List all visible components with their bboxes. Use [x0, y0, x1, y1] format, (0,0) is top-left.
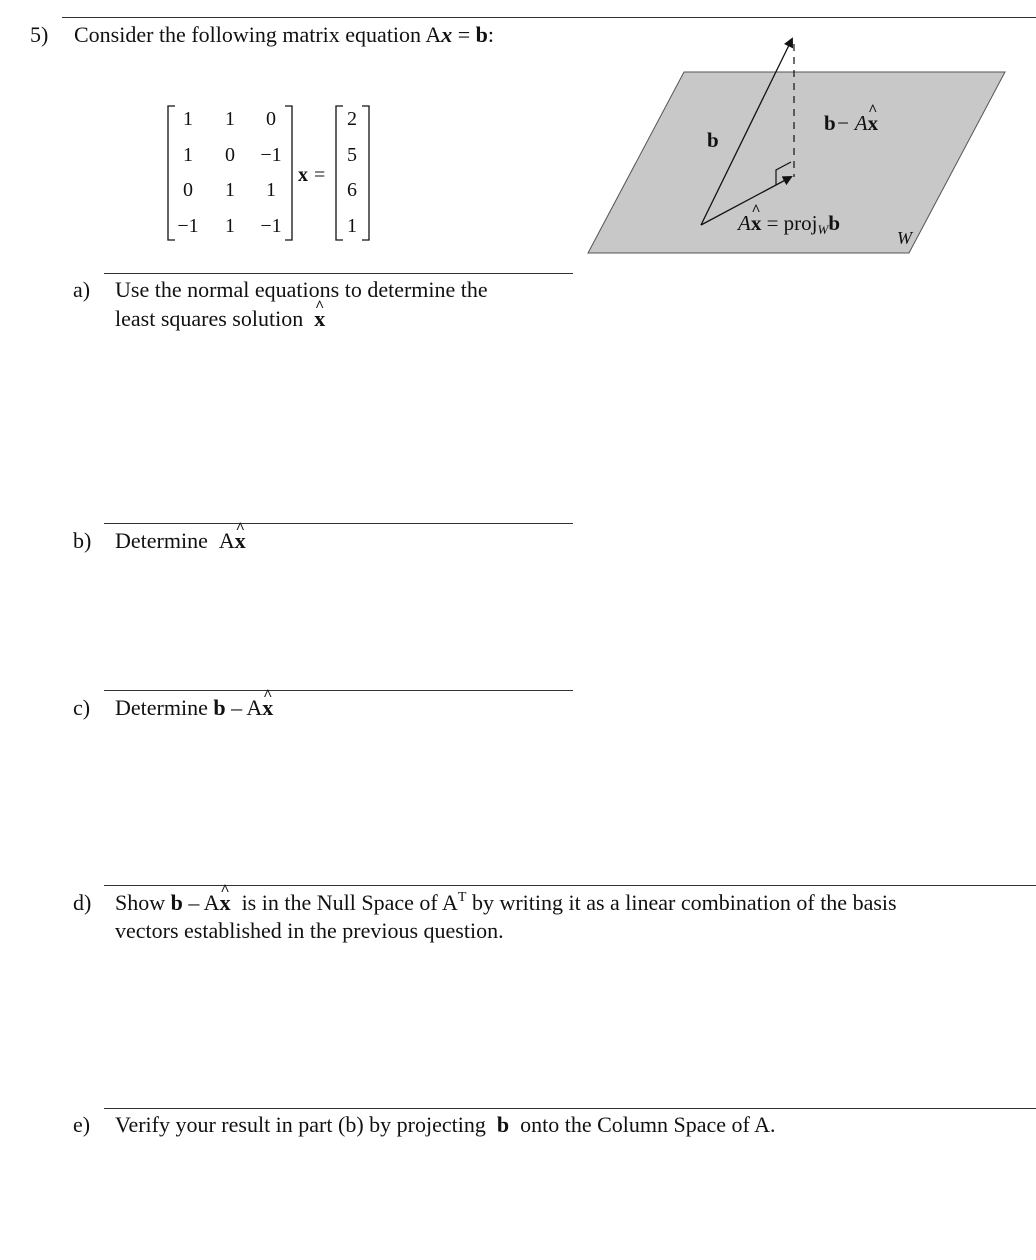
part-c-rule [104, 690, 573, 691]
part-e-rule [104, 1108, 1036, 1109]
matrix-A-cell: 0 [183, 179, 193, 201]
part-d-letter: d) [73, 890, 92, 915]
matrix-A-cell: 1 [266, 179, 276, 201]
matrix-A-cell: 1 [183, 144, 193, 166]
matrix-A-cell: −1 [177, 215, 199, 237]
part-c-minus: – A [225, 695, 263, 720]
part-d-sup: T [457, 890, 467, 905]
equation-x: x [441, 22, 453, 47]
part-e-text2: onto the Column Space of A. [520, 1112, 776, 1137]
projection-diagram [580, 30, 1020, 260]
diagram-label-W: W [897, 228, 912, 248]
part-e-letter: e) [73, 1112, 91, 1137]
vector-b-cell: 6 [347, 179, 357, 201]
part-e-text1: Verify your result in part (b) by projecting [115, 1112, 486, 1137]
vector-x: x [298, 164, 308, 186]
part-d-mid: is in the Null Space of A [236, 890, 458, 915]
part-c-determine: Determine [115, 695, 208, 720]
part-a-xhat: x ^ [314, 305, 325, 333]
part-a-line2-text: least squares solution [115, 306, 304, 331]
part-d-b: b [170, 890, 183, 915]
residual-minus-A: − A [835, 111, 868, 135]
part-b-letter: b) [73, 528, 92, 553]
part-d-line2: vectors established in the previous question. [115, 918, 504, 943]
part-d-rest: by writing it as a linear combination of the basis [466, 890, 897, 915]
vector-b-cell: 2 [347, 108, 357, 130]
part-b-A: A [218, 528, 235, 553]
proj-xhat: x ^ [751, 209, 762, 237]
matrix-A-cell: −1 [260, 215, 282, 237]
intro-text: Consider the following matrix equation [74, 22, 422, 47]
part-b-determine: Determine [115, 528, 208, 553]
proj-eq: = proj [761, 211, 818, 235]
part-a-letter: a) [73, 277, 91, 302]
part-e-b: b [496, 1112, 510, 1137]
part-c-text [115, 694, 273, 722]
equation-b: b [475, 22, 488, 47]
diagram-label-residual [824, 109, 878, 137]
residual-xhat: x ^ [868, 109, 879, 137]
matrix-A-cell: 1 [183, 108, 193, 130]
part-c-xhat: x ^ [262, 694, 273, 722]
diagram-label-b: b [707, 128, 719, 152]
matrix-A-cell: 1 [225, 108, 235, 130]
equation-A: A [425, 22, 442, 47]
part-a-line1: Use the normal equations to determine the [115, 277, 488, 302]
part-b-rule [104, 523, 573, 524]
part-d-show: Show [115, 890, 166, 915]
part-c-letter: c) [73, 695, 91, 720]
matrix-A-cell: 0 [225, 144, 235, 166]
part-d-line1 [115, 889, 897, 917]
proj-A: A [738, 211, 751, 235]
vector-equals: = [314, 164, 326, 186]
proj-sub-W: W [817, 222, 829, 237]
part-e-text [115, 1111, 776, 1139]
part-d-rule [104, 885, 1036, 886]
residual-b: b [824, 111, 836, 135]
part-d-xhat: x ^ [220, 889, 231, 917]
part-c-b: b [213, 695, 226, 720]
equation-equals: = [452, 22, 476, 47]
matrix-A-cell: 1 [225, 179, 235, 201]
vector-b-cell: 1 [347, 215, 357, 237]
equation-colon: : [487, 22, 495, 47]
matrix-A-cell: −1 [260, 144, 282, 166]
part-a-rule [104, 273, 573, 274]
proj-b: b [828, 211, 841, 235]
matrix-A-cell: 0 [266, 108, 276, 130]
matrix-A-cell: 1 [225, 215, 235, 237]
part-d-minus: – A [182, 890, 220, 915]
part-b-text [115, 527, 246, 555]
vector-b-cell: 5 [347, 144, 357, 166]
part-b-xhat: x ^ [235, 527, 246, 555]
diagram-label-projection [738, 209, 840, 237]
vector-b-brackets [0, 0, 380, 250]
problem-number: 5) [30, 22, 49, 47]
part-a-line2 [115, 305, 325, 333]
